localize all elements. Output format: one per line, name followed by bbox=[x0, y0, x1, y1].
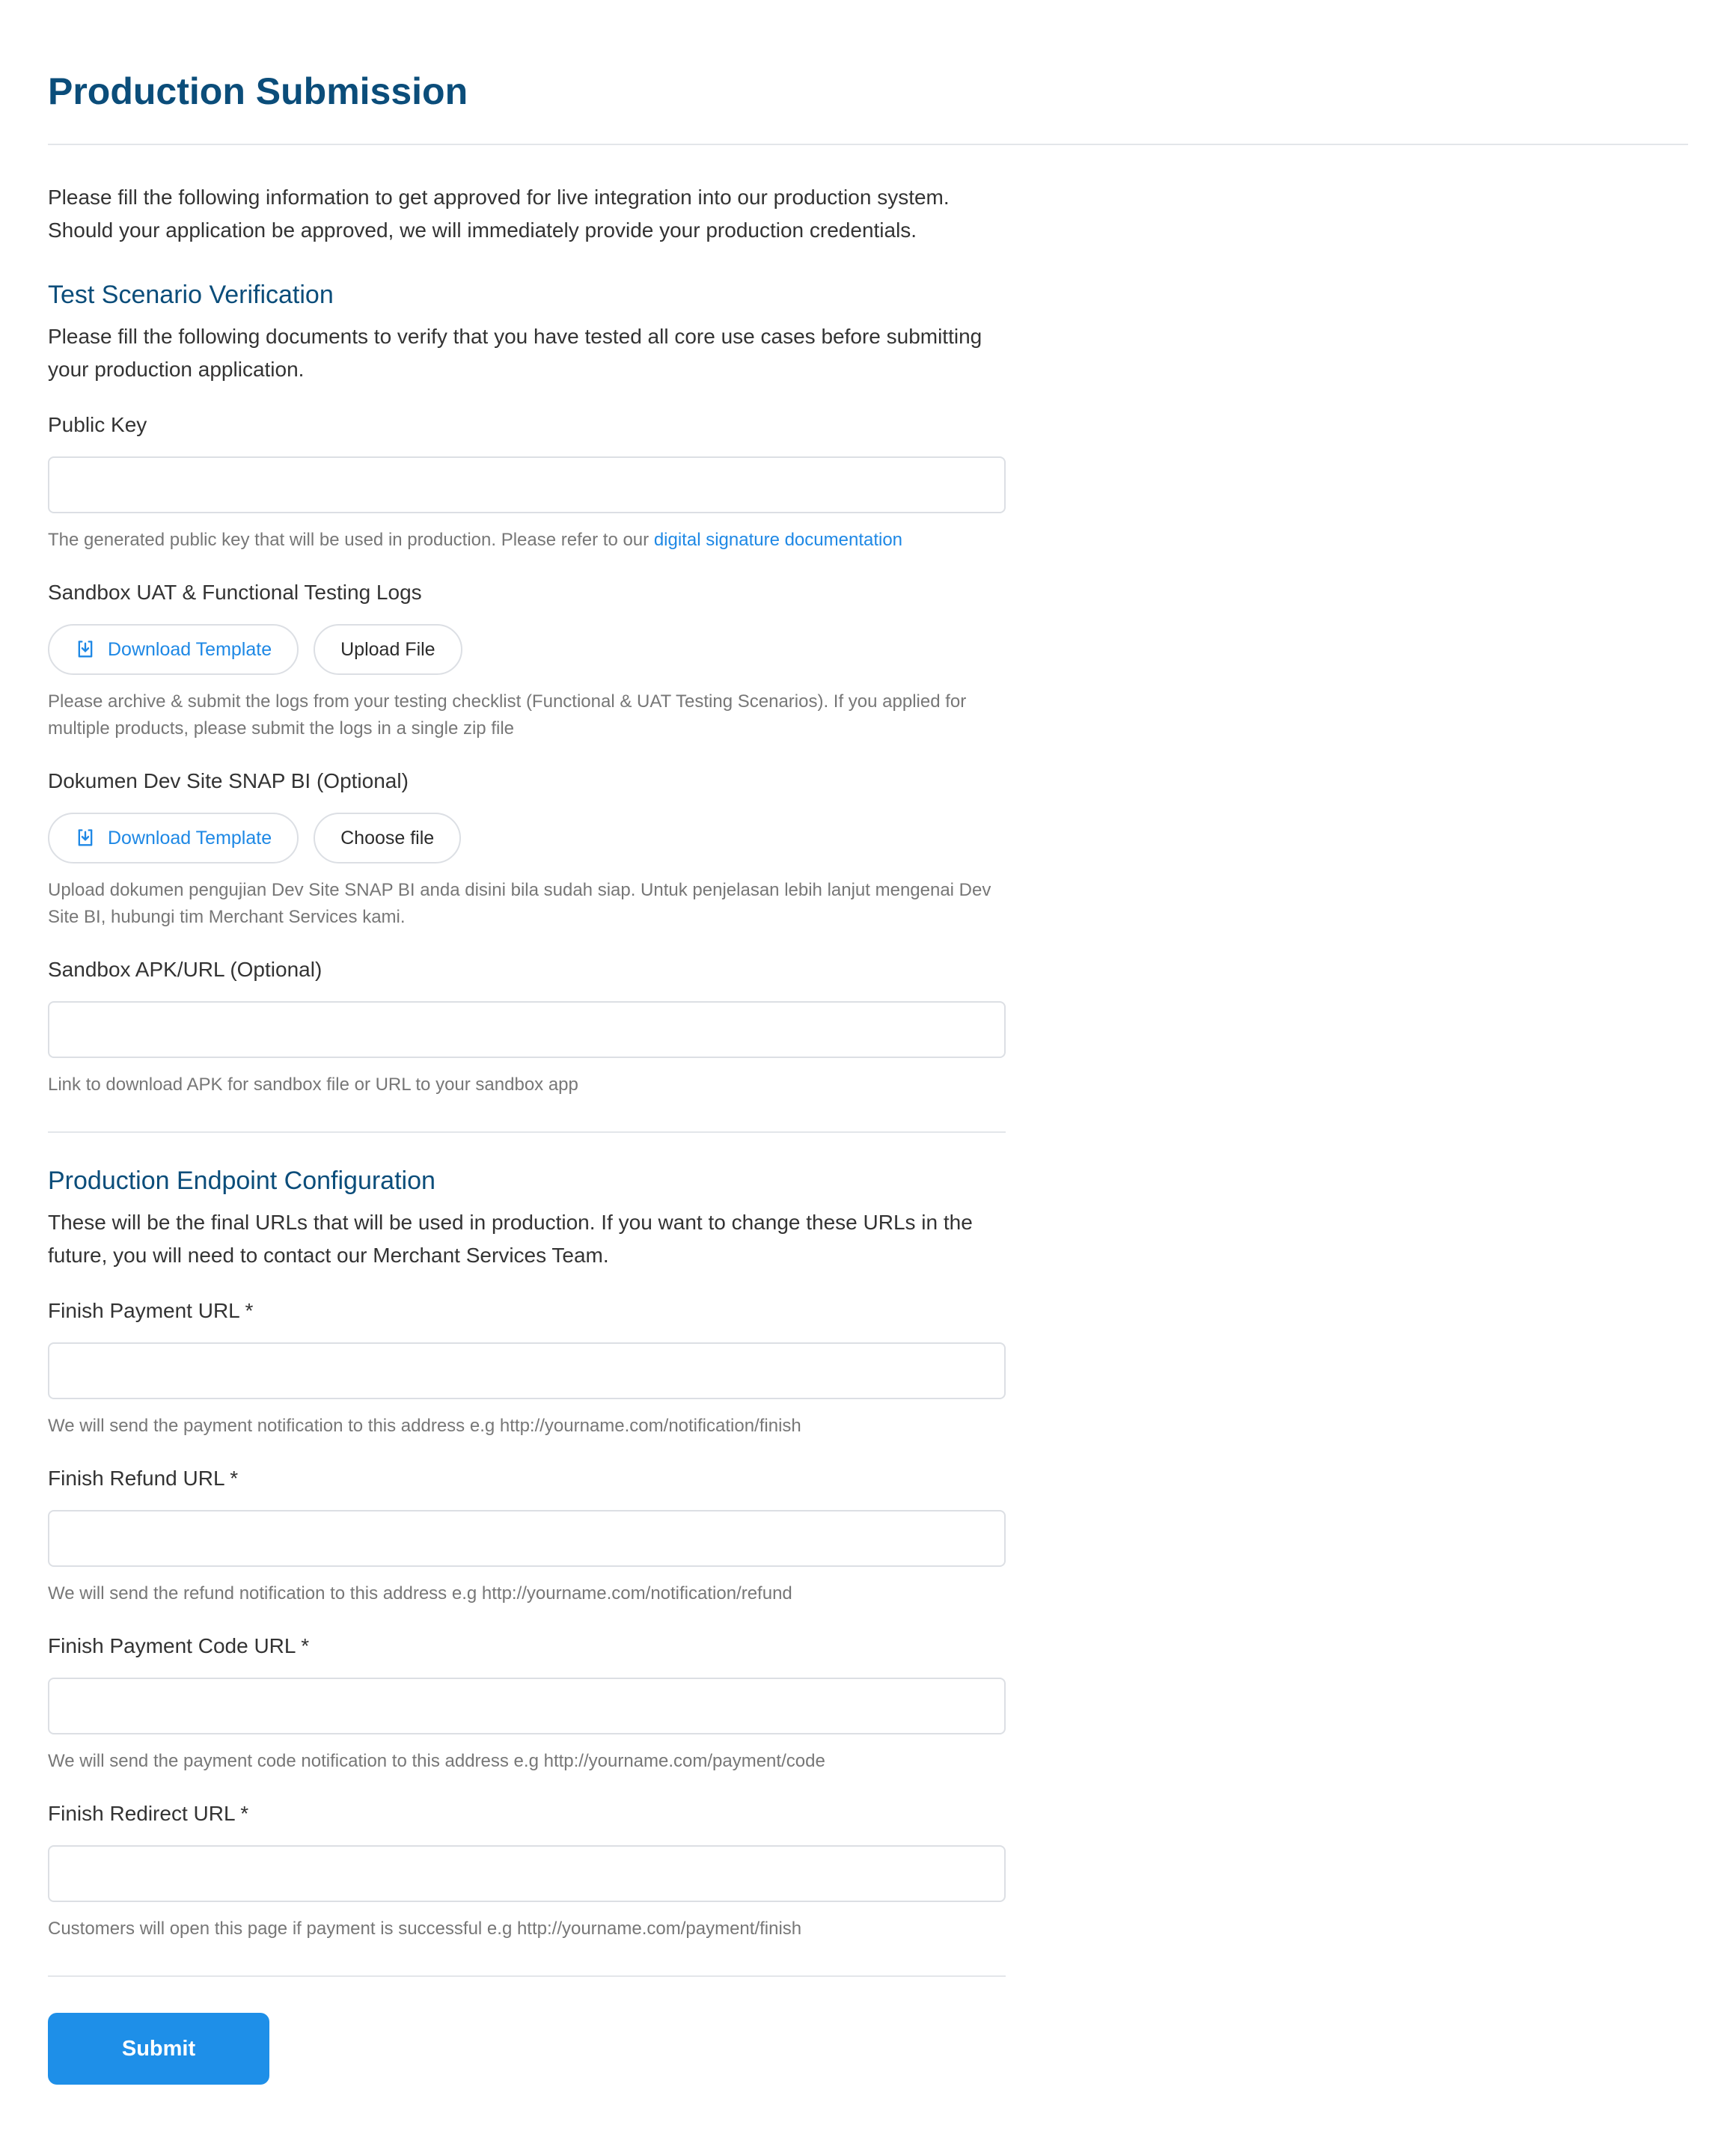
form-footer-divider bbox=[48, 1975, 1006, 1977]
download-template-button[interactable] bbox=[48, 624, 299, 675]
finish-redirect-url-help: Customers will open this page if payment is successful e.g http://yourname.com/payment/finish bbox=[48, 1919, 802, 1939]
finish-payment-code-url-input[interactable] bbox=[48, 1678, 1006, 1734]
public-key-help-text: The generated public key that will be used in production. Please refer to our bbox=[48, 530, 654, 550]
section-description-test-scenario: Please fill the following documents to verify that you have tested all core use cases before submitting your production application. bbox=[48, 325, 982, 381]
page-title: Production Submission bbox=[48, 70, 468, 112]
finish-payment-url-input[interactable] bbox=[48, 1342, 1006, 1399]
download-template-label: Download Template bbox=[108, 638, 272, 660]
finish-refund-url-label: Finish Refund URL * bbox=[48, 1467, 239, 1490]
sandbox-logs-buttons bbox=[48, 624, 1006, 675]
public-key-help bbox=[48, 527, 1006, 554]
download-icon bbox=[75, 828, 96, 849]
submit-button[interactable]: Submit bbox=[48, 2013, 269, 2085]
public-key-input[interactable] bbox=[48, 456, 1006, 513]
finish-refund-url-help: We will send the refund notification to this address e.g http://yourname.com/notification/refund bbox=[48, 1583, 792, 1604]
dev-site-doc-help: Upload dokumen pengujian Dev Site SNAP BI anda disini bila sudah siap. Untuk penjelasan lebih lanjut mengenai Dev Site BI, hubungi tim Merchant Services kami. bbox=[48, 880, 991, 927]
finish-payment-url-label: Finish Payment URL * bbox=[48, 1299, 254, 1322]
sandbox-apk-input[interactable] bbox=[48, 1001, 1006, 1058]
finish-payment-code-url-label: Finish Payment Code URL * bbox=[48, 1634, 310, 1657]
section-divider bbox=[48, 1131, 1006, 1133]
intro-text: Please fill the following information to get approved for live integration into our production system. Should your application be approved, we will immediately provide your production credentials. bbox=[48, 186, 950, 242]
dev-site-doc-label: Dokumen Dev Site SNAP BI (Optional) bbox=[48, 769, 409, 792]
upload-file-button[interactable]: Upload File bbox=[314, 624, 462, 675]
finish-redirect-url-input[interactable] bbox=[48, 1845, 1006, 1902]
sandbox-logs-help: Please archive & submit the logs from your testing checklist (Functional & UAT Testing Scenarios). If you applied for multiple products, please submit the logs in a single zip file bbox=[48, 691, 967, 739]
section-description-endpoint-config: These will be the final URLs that will be used in production. If you want to change these URLs in the future, you will need to contact our Merchant Services Team. bbox=[48, 1211, 973, 1267]
section-title-endpoint-config: Production Endpoint Configuration bbox=[48, 1167, 435, 1195]
digital-signature-doc-link[interactable]: digital signature documentation bbox=[653, 530, 903, 550]
public-key-label: Public Key bbox=[48, 413, 147, 436]
download-icon bbox=[75, 639, 96, 660]
section-title-test-scenario: Test Scenario Verification bbox=[48, 281, 334, 309]
submission-form bbox=[48, 172, 1006, 2085]
finish-refund-url-input[interactable] bbox=[48, 1510, 1006, 1567]
download-template-button[interactable] bbox=[48, 813, 299, 863]
dev-site-doc-buttons bbox=[48, 813, 1006, 863]
sandbox-apk-label: Sandbox APK/URL (Optional) bbox=[48, 958, 323, 981]
sandbox-apk-help: Link to download APK for sandbox file or URL to your sandbox app bbox=[48, 1074, 578, 1095]
title-divider bbox=[48, 144, 1688, 145]
choose-file-button[interactable]: Choose file bbox=[314, 813, 461, 863]
download-template-label: Download Template bbox=[108, 827, 272, 849]
finish-payment-code-url-help: We will send the payment code notification to this address e.g http://yourname.com/payment/code bbox=[48, 1751, 825, 1771]
finish-redirect-url-label: Finish Redirect URL * bbox=[48, 1802, 249, 1825]
sandbox-logs-label: Sandbox UAT & Functional Testing Logs bbox=[48, 581, 422, 604]
finish-payment-url-help: We will send the payment notification to this address e.g http://yourname.com/notification/finish bbox=[48, 1416, 801, 1436]
